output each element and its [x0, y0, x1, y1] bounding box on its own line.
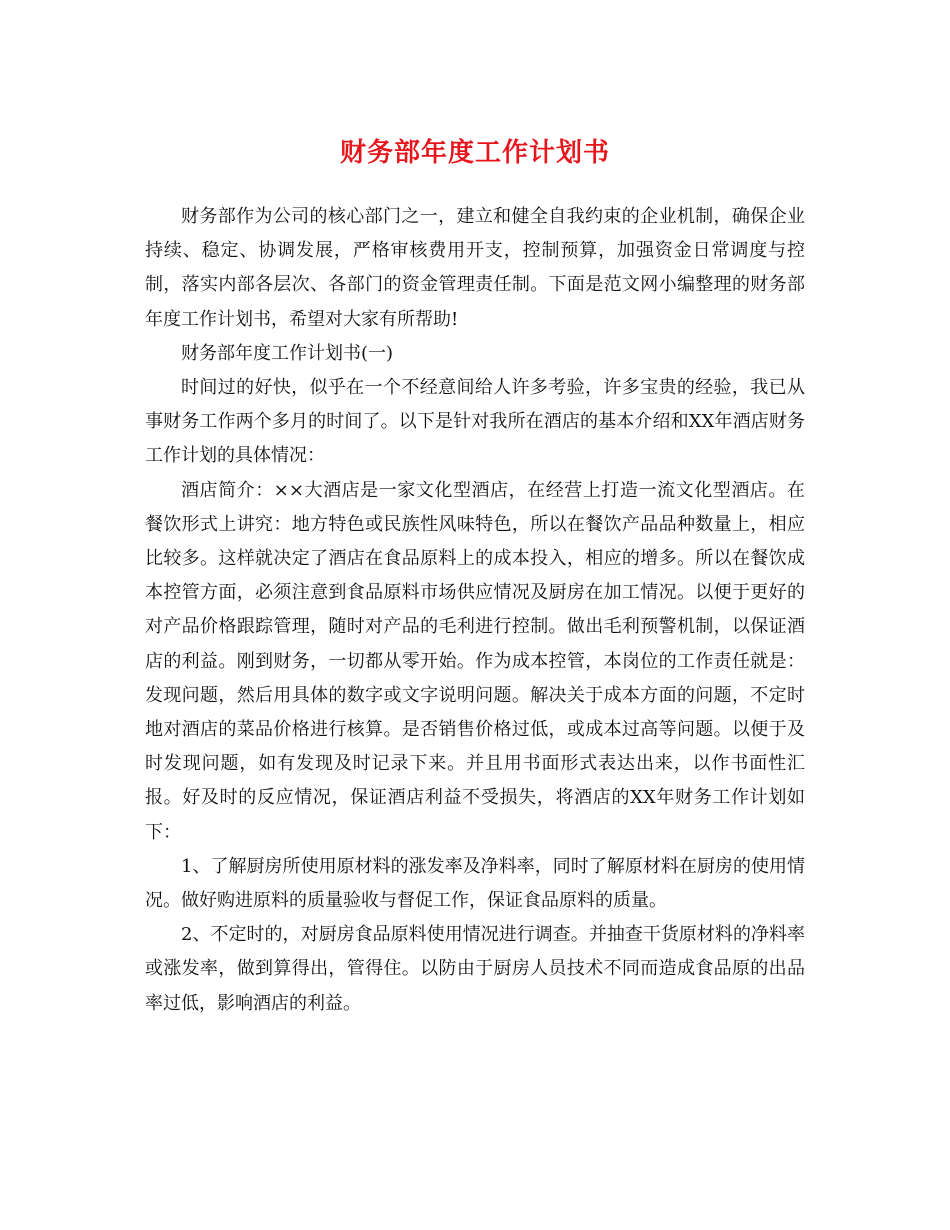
intro-paragraph: 财务部作为公司的核心部门之一，建立和健全自我约束的企业机制，确保企业持续、稳定、协调发展，严格审核费用开支，控制预算，加强资金日常调度与控制，落实内部各层次、各部门的资金管理责任制。下面是范文网小编整理的财务部年度工作计划书，希望对大家有所帮助! — [145, 206, 805, 330]
section-heading: 财务部年度工作计划书(一) — [181, 342, 394, 364]
document-title: 财务部年度工作计划书 — [339, 138, 610, 168]
body-paragraph-hotel-intro: 酒店简介：××大酒店是一家文化型酒店，在经营上打造一流文化型酒店。在餐饮形式上讲究：地方特色或民族性风味特色，所以在餐饮产品品种数量上，相应比较多。这样就决定了酒店在食品原料上的成本投入，相应的增多。所以在餐饮成本控管方面，必须注意到食品原料市场供应情况及厨房在加工情况。以便于更好的对产品价格跟踪管理，随时对产品的毛利进行控制。做出毛利预警机制，以保证酒店的利益。刚到财务，一切都从零开始。作为成本控管，本岗位的工作责任就是：发现问题，然后用具体的数字或文字说明问题。解决关于成本方面的问题，不定时地对酒店的菜品价格进行核算。是否销售价格过低，或成本过高等问题。以便于及时发现问题，如有发现及时记录下来。并且用书面形式表达出来，以作书面性汇报。好及时的反应情况，保证酒店利益不受损失，将酒店的XX年财务工作计划如下： — [145, 479, 805, 843]
body-paragraph-opening: 时间过的好快，似乎在一个不经意间给人许多考验，许多宝贵的经验，我已从事财务工作两个多月的时间了。以下是针对我所在酒店的基本介绍和XX年酒店财务工作计划的具体情况： — [145, 377, 805, 467]
list-item-1: 1、了解厨房所使用原材料的涨发率及净料率，同时了解原材料在厨房的使用情况。做好购进原料的质量验收与督促工作，保证食品原料的质量。 — [145, 855, 805, 912]
list-item-2: 2、不定时的，对厨房食品原料使用情况进行调查。并抽查干货原材料的净料率或涨发率，做到算得出，管得住。以防由于厨房人员技术不同而造成食品原的出品率过低，影响酒店的利益。 — [145, 924, 805, 1014]
